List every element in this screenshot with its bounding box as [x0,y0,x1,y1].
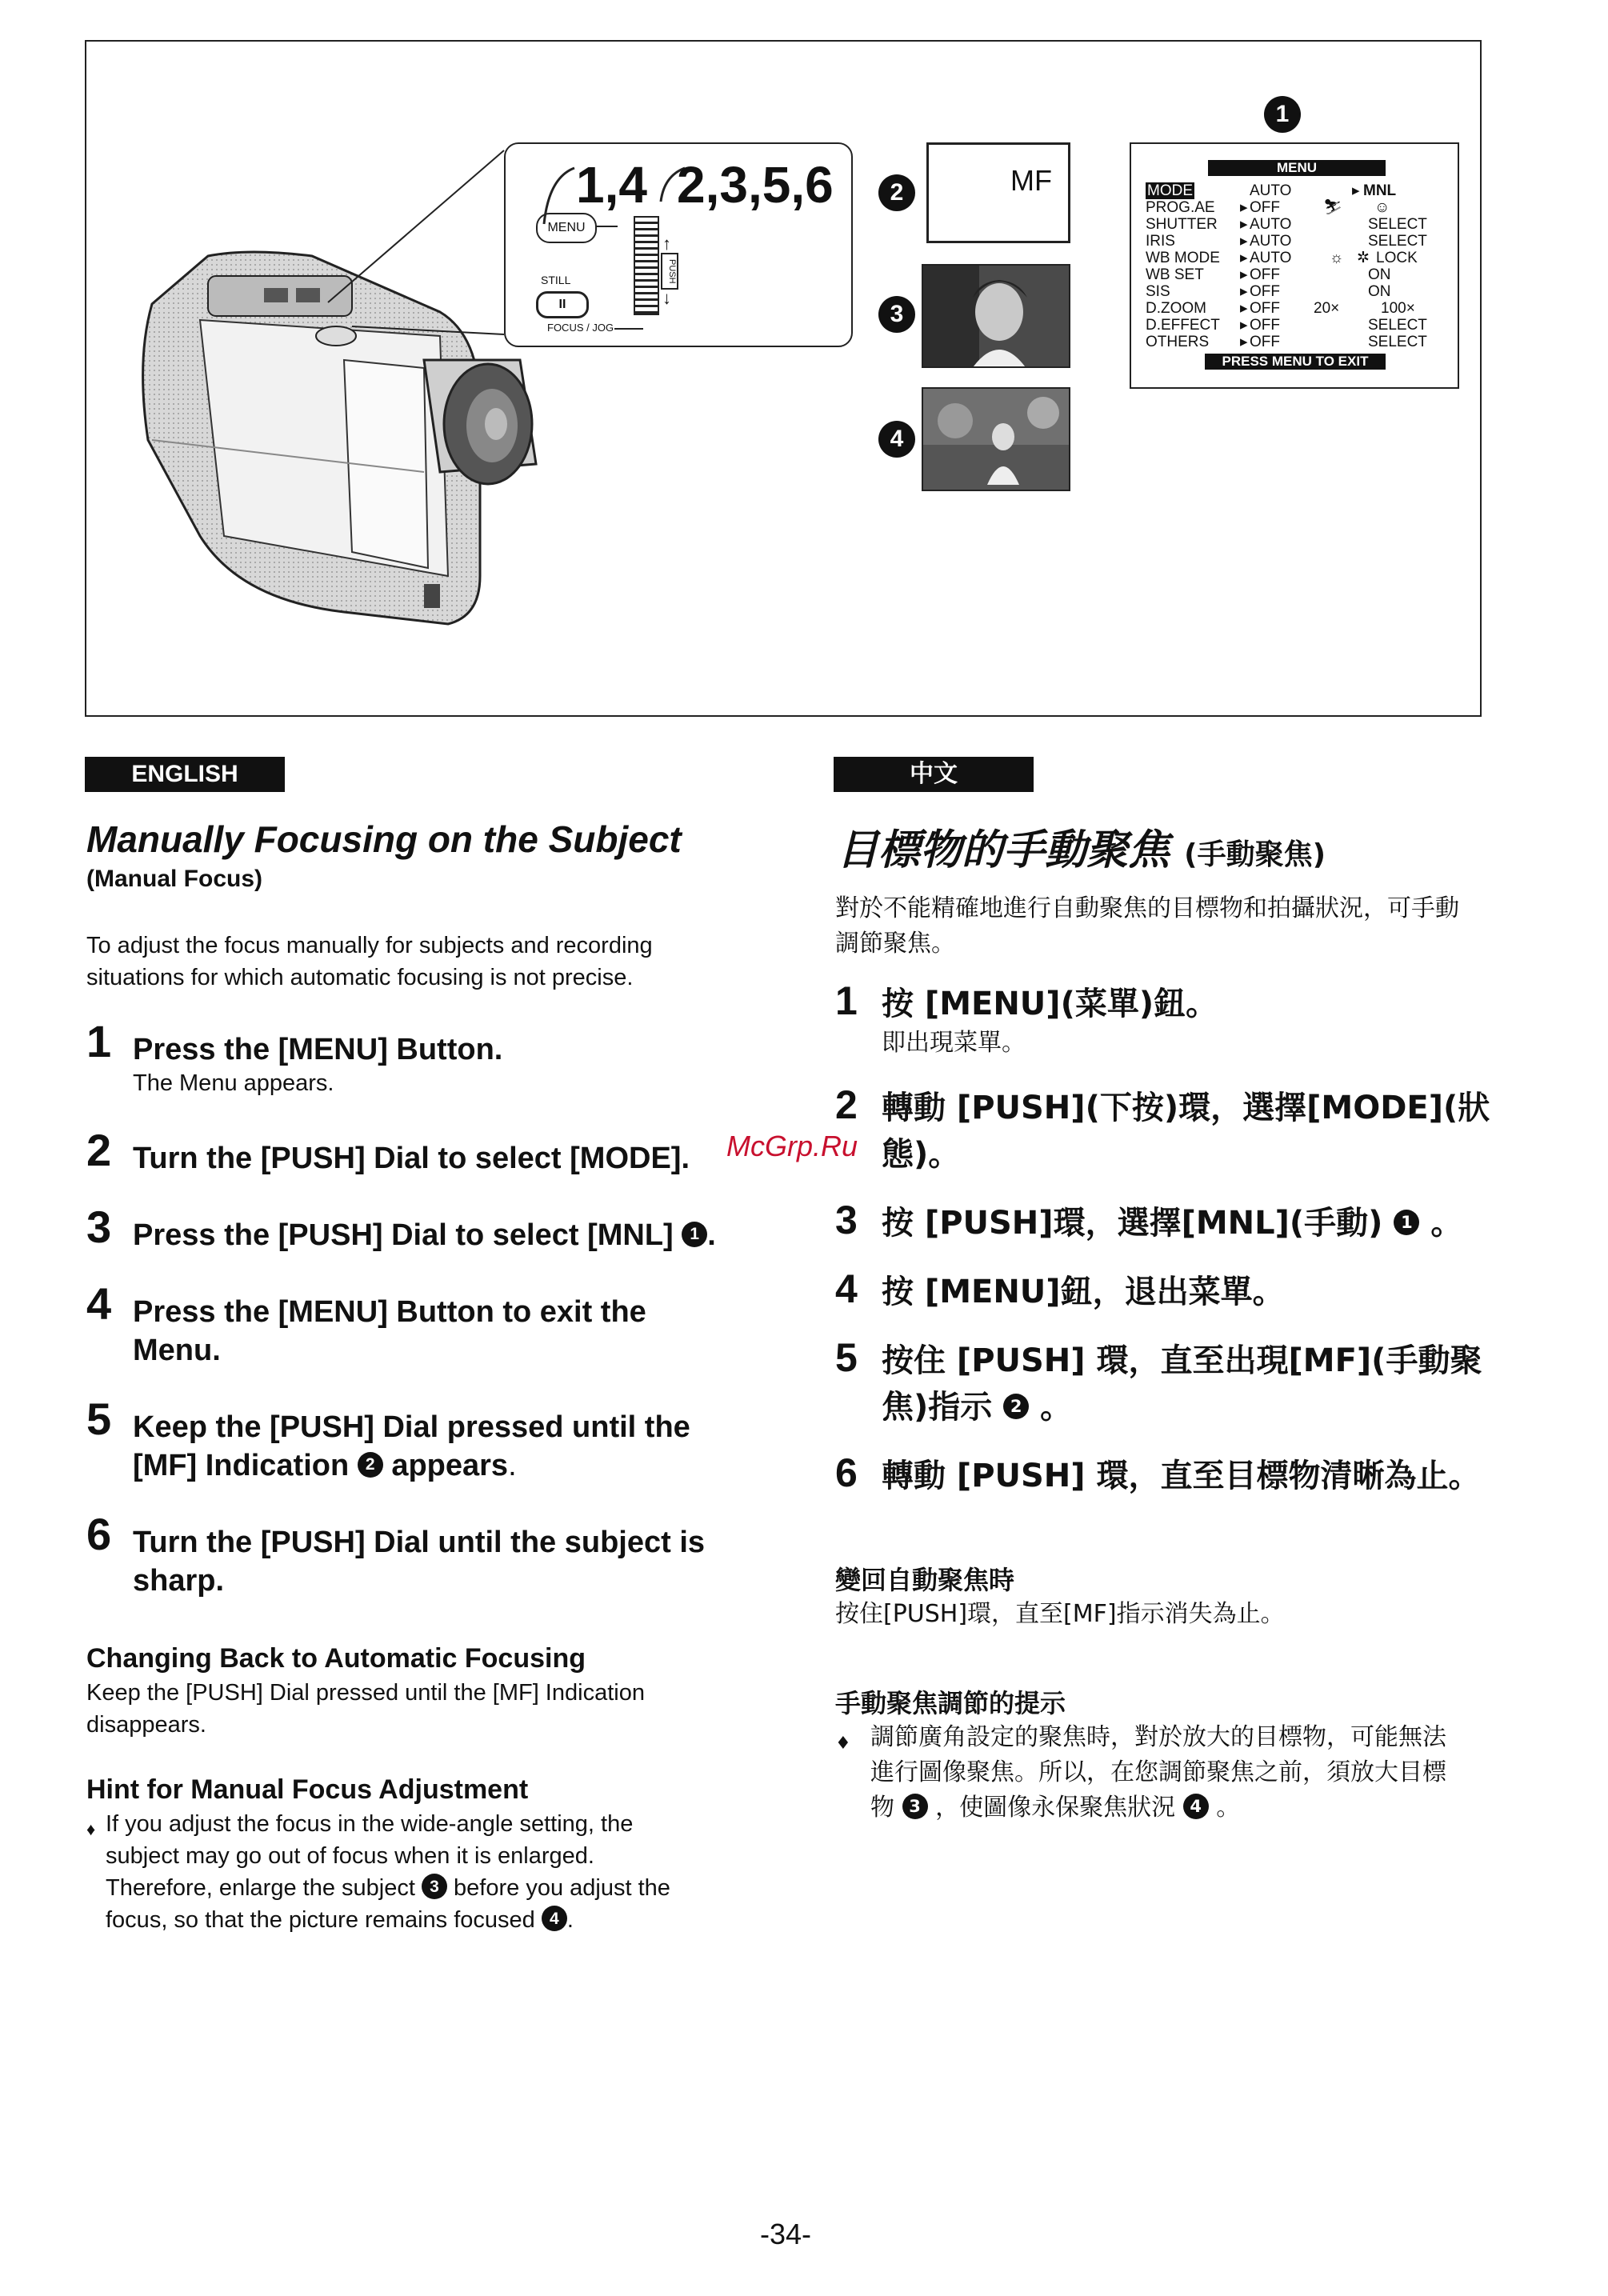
arrow-icon: ▸ [1240,199,1248,216]
step-text: 轉動 [PUSH] 環，直至目標物清晰為止。 [882,1458,1481,1494]
step-text-cont: 焦)指示 [882,1389,993,1426]
english-step-5: 5 Keep the [PUSH] Dial pressed until the [MF] Indication 2 appears. [86,1394,690,1482]
english-title: Manually Focusing on the Subject [86,818,682,860]
dial-up-arrow-icon: ↑ [662,234,671,254]
controls-callout [504,142,853,347]
menu-title: MENU [1208,160,1386,176]
marker-3-ref: 3 [902,1794,928,1819]
step-number: 4 [86,1278,112,1329]
marker-2: 2 [878,174,915,211]
arrow-icon: ▸ [1240,250,1248,266]
hint-text: 調節廣角設定的聚焦時，對於放大的目標物，可能無法 [870,1723,1446,1751]
menu-row-d-zoom[interactable] [1146,300,1450,317]
marker-2-ref: 2 [358,1452,383,1478]
chinese-changing-heading: 變回自動聚焦時 [835,1565,1015,1595]
sports-mode-icon: ⛷ [1323,199,1343,216]
divider [595,226,618,227]
marker-4: 4 [878,421,915,458]
english-step-4 [86,1278,774,1373]
chinese-step-3 [835,1200,1491,1248]
step-text-cont: appears [391,1449,509,1482]
english-step-6 [86,1509,774,1603]
menu-item-option: ON [1368,266,1391,283]
chinese-step-6 [835,1450,1491,1501]
page-number: -34- [760,2218,812,2250]
step-text: 。 [1430,1205,1463,1242]
menu-item-option: SELECT [1368,233,1427,250]
chinese-changing-text: 按住[PUSH]環，直至[MF]指示消失為止。 [835,1600,1285,1628]
menu-item-name: WB MODE [1146,250,1220,266]
chinese-title: 目標物的手動聚焦 [837,826,1170,874]
step-text: Press the [PUSH] Dial to select [MNL] [133,1218,674,1252]
menu-item-name: PROG.AE [1146,199,1215,216]
step-text: Press the [MENU] Button to exit the [133,1295,646,1329]
english-intro-line: situations for which automatic focusing is not precise. [86,965,634,990]
hint-text: focus, so that the picture remains focused [106,1907,535,1933]
menu-item-mid: 20× [1314,300,1340,317]
step-text: Press the [MENU] Button. [133,1033,503,1066]
menu-row-wb-set[interactable] [1146,266,1450,283]
hint-text: 。 [1216,1794,1241,1822]
menu-item-name: SIS [1146,283,1170,300]
marker-1-ref: 1 [682,1222,707,1247]
menu-item-value: AUTO [1250,182,1292,199]
hint-text: before you adjust the [454,1875,670,1901]
step-text-cont: Menu. [133,1334,221,1367]
step-text-cont: 。 [1040,1389,1073,1426]
bullet-icon: ♦ [86,1819,96,1839]
marker-2-ref: 2 [1003,1394,1029,1419]
menu-item-name: WB SET [1146,266,1204,283]
step-note: 即出現菜單。 [882,1029,1026,1057]
photo-image [923,266,1070,368]
indoor-light-icon: ☼ [1330,250,1344,266]
step-number: 3 [86,1202,112,1252]
still-label: STILL [541,274,571,286]
menu-row-prog-ae[interactable] [1146,199,1450,216]
hint-text: ，使圖像永保聚焦狀況 [935,1794,1176,1822]
menu-row-wb-mode[interactable] [1146,250,1450,266]
hint-text: If you adjust the focus in the wide-angle setting, the [106,1811,634,1837]
hint-text: subject may go out of focus when it is enlarged. [106,1843,594,1869]
menu-row-d-effect[interactable] [1146,317,1450,334]
chinese-step-4 [835,1266,1491,1317]
step-note: The Menu appears. [133,1070,334,1096]
menu-item-name: SHUTTER [1146,216,1218,233]
step-text: 按 [MENU](菜單)鈕。 [882,986,1218,1022]
menu-row-others[interactable] [1146,334,1450,350]
chinese-step-1 [835,978,1491,1061]
menu-item-value: OFF [1250,317,1280,334]
menu-screen [1130,142,1459,389]
menu-row-shutter[interactable] [1146,216,1450,233]
menu-item-option: ON [1368,283,1391,300]
step-number: 4 [835,1266,858,1311]
hint-heading: Hint for Manual Focus Adjustment [86,1774,529,1805]
changing-back-text: disappears. [86,1712,206,1738]
focus-jog-dial[interactable] [634,216,659,315]
english-subtitle: (Manual Focus) [86,866,263,892]
step-number: 6 [835,1450,858,1495]
marker-3: 3 [878,296,915,333]
step-number: 2 [835,1082,858,1127]
marker-4-ref: 4 [542,1906,567,1931]
menu-item-name: IRIS [1146,233,1175,250]
english-step-3: 3 Press the [PUSH] Dial to select [MNL] 1 . [86,1202,716,1252]
step-text: 按 [MENU]鈕，退出菜單。 [882,1274,1285,1310]
marker-1-ref: 1 [1394,1210,1419,1235]
menu-row-iris[interactable] [1146,233,1450,250]
english-step-2 [86,1125,774,1187]
photo-image [923,389,1070,491]
focus-jog-label: FOCUS / JOG [547,322,614,334]
callout-steps-dial: 2,3,5,6 [677,156,834,214]
step-number: 6 [86,1509,112,1559]
step-number: 3 [835,1198,858,1242]
chinese-intro-line: 對於不能精確地進行自動聚焦的目標物和拍攝狀況，可手動 [835,894,1459,922]
menu-item-value: OFF [1250,300,1280,317]
menu-item-option: MNL [1363,182,1397,199]
step-number: 5 [835,1335,858,1380]
changing-back-heading: Changing Back to Automatic Focusing [86,1643,586,1674]
menu-item-name: MODE [1147,182,1193,199]
portrait-mode-icon: ☺ [1374,199,1390,216]
outdoor-sun-icon: ✲ [1357,250,1370,266]
menu-item-option: 100× [1381,300,1415,317]
english-intro-line: To adjust the focus manually for subjects and recording [86,933,653,958]
menu-item-value: OFF [1250,334,1280,350]
menu-row-sis[interactable] [1146,283,1450,300]
arrow-icon: ▸ [1240,233,1248,250]
menu-item-name: D.ZOOM [1146,300,1206,317]
step-text: Keep the [PUSH] Dial pressed until the [133,1410,690,1444]
menu-item-value: OFF [1250,283,1280,300]
watermark: McGrp.Ru [726,1130,858,1162]
menu-item-value: OFF [1250,266,1280,283]
step-number: 1 [86,1016,112,1066]
menu-item-option: SELECT [1368,334,1427,350]
step-text: 轉動 [PUSH](下按)環，選擇[MODE](狀 [882,1090,1490,1126]
step-text: 按住 [PUSH] 環，直至出現[MF](手動聚 [882,1342,1482,1379]
menu-item-option: LOCK [1376,250,1418,266]
menu-button[interactable]: MENU [536,213,597,243]
menu-row-mode[interactable] [1146,182,1450,199]
menu-exit-hint: PRESS MENU TO EXIT [1205,354,1386,370]
mf-display-preview [926,142,1070,243]
menu-item-name: D.EFFECT [1146,317,1220,334]
selection-arrow-icon: ▸ [1352,182,1360,199]
mf-indicator: MF [1010,164,1052,197]
chinese-step-5 [835,1335,1491,1434]
arrow-icon: ▸ [1240,300,1248,317]
dial-down-arrow-icon: ↓ [662,288,671,308]
changing-back-text: Keep the [PUSH] Dial pressed until the [MF] Indication [86,1680,645,1706]
marker-4-ref: 4 [1183,1794,1209,1819]
divider [614,328,643,330]
chinese-hint-item [835,1720,1491,1832]
menu-item-value: AUTO [1250,250,1292,266]
bullet-icon: ♦ [835,1734,851,1754]
arrow-icon: ▸ [1240,334,1248,350]
push-label: PUSH [661,253,678,290]
menu-item-name: OTHERS [1146,334,1210,350]
menu-item-value: AUTO [1250,216,1292,233]
english-step-1 [86,1016,774,1118]
step-text: Turn the [PUSH] Dial to select [MODE]. [133,1142,690,1175]
chinese-section-label: 中文 [834,757,1034,792]
arrow-icon: ▸ [1240,283,1248,300]
english-section-label: ENGLISH [85,757,285,792]
menu-item-option: SELECT [1368,216,1427,233]
marker-3-ref: 3 [422,1874,447,1899]
step-number: 5 [86,1394,112,1444]
hint-item: ♦ If you adjust the focus in the wide-angle setting, the subject may go out of focus when it is enlarged. Therefore, enlarge the subject 3 before you adjust the focus, so that the picture remains focused 4 . [86,1808,742,1944]
enlarged-subject-photo [922,264,1070,368]
chinese-step-2 [835,1082,1491,1181]
still-button[interactable]: II [536,291,589,318]
menu-item-value: AUTO [1250,233,1292,250]
callout-pointer-lines [304,142,512,350]
step-text-cont: sharp. [133,1564,225,1598]
arrow-icon: ▸ [1240,216,1248,233]
step-text: 按 [PUSH]環，選擇[MNL](手動) [882,1205,1383,1242]
step-text-cont: 態)。 [882,1136,961,1173]
hint-text: Therefore, enlarge the subject [106,1875,415,1901]
chinese-subtitle: (手動聚焦) [1184,838,1326,871]
hint-text: 物 [870,1794,894,1822]
marker-1: 1 [1264,96,1301,133]
menu-item-option: SELECT [1368,317,1427,334]
step-number: 2 [86,1125,112,1175]
callout-steps-menu: 1,4 [576,156,647,214]
step-number: 1 [835,978,858,1023]
arrow-icon: ▸ [1240,266,1248,283]
step-text-cont: [MF] Indication [133,1449,350,1482]
menu-item-value: OFF [1250,199,1280,216]
arrow-icon: ▸ [1240,317,1248,334]
chinese-intro-line: 調節聚焦。 [835,930,955,958]
focused-subject-photo [922,387,1070,491]
step-text: Turn the [PUSH] Dial until the subject is [133,1526,706,1559]
hint-text: 進行圖像聚焦。所以，在您調節聚焦之前，須放大目標 [870,1758,1446,1786]
chinese-hint-heading: 手動聚焦調節的提示 [835,1688,1066,1718]
